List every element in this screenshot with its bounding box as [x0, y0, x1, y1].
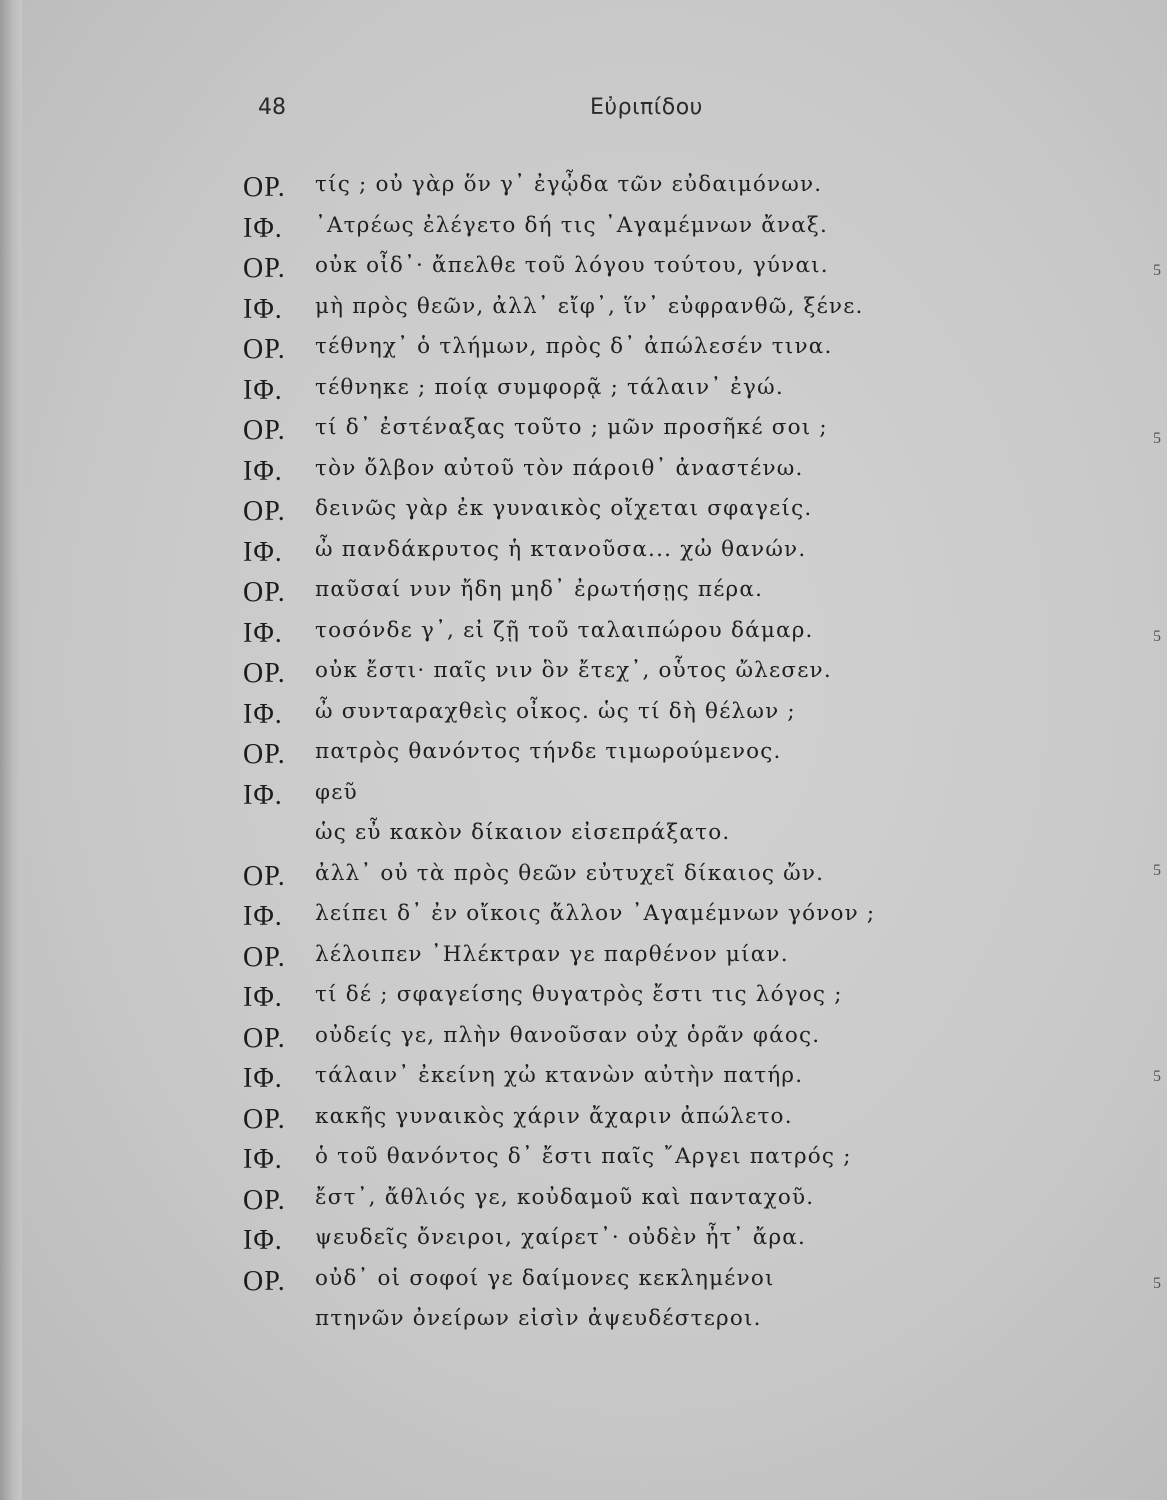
verse-text: ὦ συνταραχθεὶς οἶκος. ὡς τί δὴ θέλων ; [315, 698, 796, 724]
line-number-mark: 5 [1153, 430, 1161, 447]
verse-text: ὁ τοῦ θανόντος δ᾽ ἔστι παῖς ῎Αργει πατρός ; [315, 1144, 852, 1169]
dialogue-line [0, 1019, 1167, 1060]
dialogue-line [0, 735, 1167, 776]
speaker-label: ΙΦ. [243, 1063, 283, 1094]
speaker-label: ΟΡ. [243, 658, 286, 689]
speaker-label: ΙΦ. [243, 374, 283, 406]
line-number-mark: 5 [1153, 1275, 1161, 1292]
dialogue-text [0, 168, 1167, 1343]
verse-text: τίς ; οὐ γὰρ ὅν γ᾽ ἐγᾦδα τῶν εὐδαιμόνων. [315, 172, 823, 197]
verse-text: τάλαιν᾽ ἐκείνη χὠ κτανὼν αὐτὴν πατήρ. [315, 1063, 804, 1088]
dialogue-line [0, 411, 1167, 452]
verse-text: οὐκ ἔστι· παῖς νιν ὃν ἔτεχ᾽, οὗτος ὤλεσεν. [315, 658, 832, 683]
verse-text: κακῆς γυναικὸς χάριν ἄχαριν ἀπώλετο. [315, 1103, 793, 1129]
verse-text: τέθνηχ᾽ ὁ τλήμων, πρὸς δ᾽ ἀπώλεσέν τινα. [315, 334, 833, 359]
dialogue-line [0, 1221, 1167, 1262]
verse-text: οὐδείς γε, πλὴν θανοῦσαν οὐχ ὁρᾶν φάος. [315, 1022, 821, 1048]
dialogue-line [0, 857, 1167, 898]
verse-text: πατρὸς θανόντος τήνδε τιμωρούμενος. [315, 739, 782, 764]
dialogue-line [0, 249, 1167, 290]
dialogue-line [0, 654, 1167, 695]
speaker-label: ΙΦ. [243, 455, 283, 487]
speaker-label: ΙΦ. [243, 536, 283, 568]
verse-text: τέθνηκε ; ποίᾳ συμφορᾷ ; τάλαιν᾽ ἐγώ. [315, 374, 784, 400]
verse-text: τί δέ ; σφαγείσης θυγατρὸς ἔστι τις λόγος ; [315, 982, 843, 1007]
page-header [0, 95, 1167, 125]
speaker-label: ΙΦ. [243, 293, 283, 325]
speaker-label: ΟΡ. [243, 496, 286, 527]
speaker-label: ΟΡ. [243, 860, 286, 892]
verse-text: φεῦ [315, 779, 358, 805]
dialogue-line [0, 330, 1167, 371]
verse-text: ὦ πανδάκρυτος ἡ κτανοῦσα... χὠ θανών. [315, 536, 807, 562]
speaker-label: ΟΡ. [243, 1022, 286, 1054]
dialogue-line [0, 1059, 1167, 1100]
speaker-label: ΟΡ. [243, 1265, 286, 1297]
verse-text: τοσόνδε γ᾽, εἰ ζῇ τοῦ ταλαιπώρου δάμαρ. [315, 617, 814, 643]
dialogue-line [0, 938, 1167, 979]
verse-text: παῦσαί νυν ἤδη μηδ᾽ ἐρωτήσῃς πέρα. [315, 577, 764, 602]
speaker-label: ΟΡ. [243, 739, 286, 770]
dialogue-line [0, 614, 1167, 655]
running-title: Εὐριπίδου [590, 95, 703, 120]
verse-text: ᾽Ατρέως ἐλέγετο δή τις ᾽Αγαμέμνων ἄναξ. [315, 212, 828, 238]
page-number: 48 [258, 95, 286, 120]
verse-text: λέλοιπεν ᾽Ηλέκτραν γε παρθένον μίαν. [315, 941, 789, 967]
dialogue-line [0, 1140, 1167, 1181]
verse-text: ἔστ᾽, ἄθλιός γε, κοὐδαμοῦ καὶ πανταχοῦ. [315, 1184, 815, 1210]
line-number-mark: 5 [1153, 862, 1161, 879]
line-number-mark: 5 [1153, 262, 1161, 279]
speaker-label: ΙΦ. [243, 901, 283, 932]
dialogue-line [0, 168, 1167, 209]
speaker-label: ΙΦ. [243, 212, 283, 244]
verse-text: δεινῶς γὰρ ἐκ γυναικὸς οἴχεται σφαγείς. [315, 496, 813, 521]
verse-text: λείπει δ᾽ ἐν οἴκοις ἄλλον ᾽Αγαμέμνων γόνον ; [315, 901, 876, 926]
speaker-label: ΙΦ. [243, 1144, 283, 1175]
dialogue-line [0, 978, 1167, 1019]
speaker-label: ΟΡ. [243, 941, 286, 973]
dialogue-line [0, 533, 1167, 574]
dialogue-line [0, 695, 1167, 736]
verse-text: τὸν ὄλβον αὐτοῦ τὸν πάροιθ᾽ ἀναστένω. [315, 455, 804, 481]
speaker-label: ΟΡ. [243, 172, 286, 203]
speaker-label: ΟΡ. [243, 415, 286, 446]
speaker-label: ΙΦ. [243, 1225, 283, 1256]
speaker-label: ΙΦ. [243, 982, 283, 1013]
verse-text: οὐκ οἶδ᾽· ἄπελθε τοῦ λόγου τούτου, γύναι. [315, 253, 829, 278]
speaker-label: ΙΦ. [243, 779, 283, 811]
verse-text: ἀλλ᾽ οὐ τὰ πρὸς θεῶν εὐτυχεῖ δίκαιος ὤν. [315, 860, 825, 886]
speaker-label: ΟΡ. [243, 253, 286, 284]
verse-text: πτηνῶν ὀνείρων εἰσὶν ἀψευδέστεροι. [315, 1306, 762, 1331]
speaker-label: ΙΦ. [243, 698, 283, 730]
dialogue-line [0, 1302, 1167, 1343]
speaker-label: ΟΡ. [243, 577, 286, 608]
verse-text: οὐδ᾽ οἱ σοφοί γε δαίμονες κεκλημένοι [315, 1265, 775, 1291]
dialogue-line [0, 776, 1167, 817]
verse-text: μὴ πρὸς θεῶν, ἀλλ᾽ εἴφ᾽, ἵν᾽ εὐφρανθῶ, ξένε. [315, 293, 864, 319]
speaker-label: ΟΡ. [243, 1184, 286, 1216]
dialogue-line [0, 897, 1167, 938]
dialogue-line [0, 1181, 1167, 1222]
dialogue-line [0, 290, 1167, 331]
line-number-mark: 5 [1153, 628, 1161, 645]
dialogue-line [0, 209, 1167, 250]
dialogue-line [0, 1100, 1167, 1141]
dialogue-line [0, 371, 1167, 412]
line-number-mark: 5 [1153, 1068, 1161, 1085]
dialogue-line [0, 452, 1167, 493]
dialogue-line [0, 816, 1167, 857]
dialogue-line [0, 1262, 1167, 1303]
dialogue-line [0, 573, 1167, 614]
verse-text: ὡς εὖ κακὸν δίκαιον εἰσεπράξατο. [315, 820, 731, 845]
speaker-label: ΙΦ. [243, 617, 283, 649]
speaker-label: ΟΡ. [243, 1103, 286, 1135]
speaker-label: ΟΡ. [243, 334, 286, 365]
verse-text: ψευδεῖς ὄνειροι, χαίρετ᾽· οὐδὲν ἦτ᾽ ἄρα. [315, 1225, 807, 1250]
verse-text: τί δ᾽ ἐστέναξας τοῦτο ; μῶν προσῆκέ σοι ; [315, 415, 828, 440]
dialogue-line [0, 492, 1167, 533]
